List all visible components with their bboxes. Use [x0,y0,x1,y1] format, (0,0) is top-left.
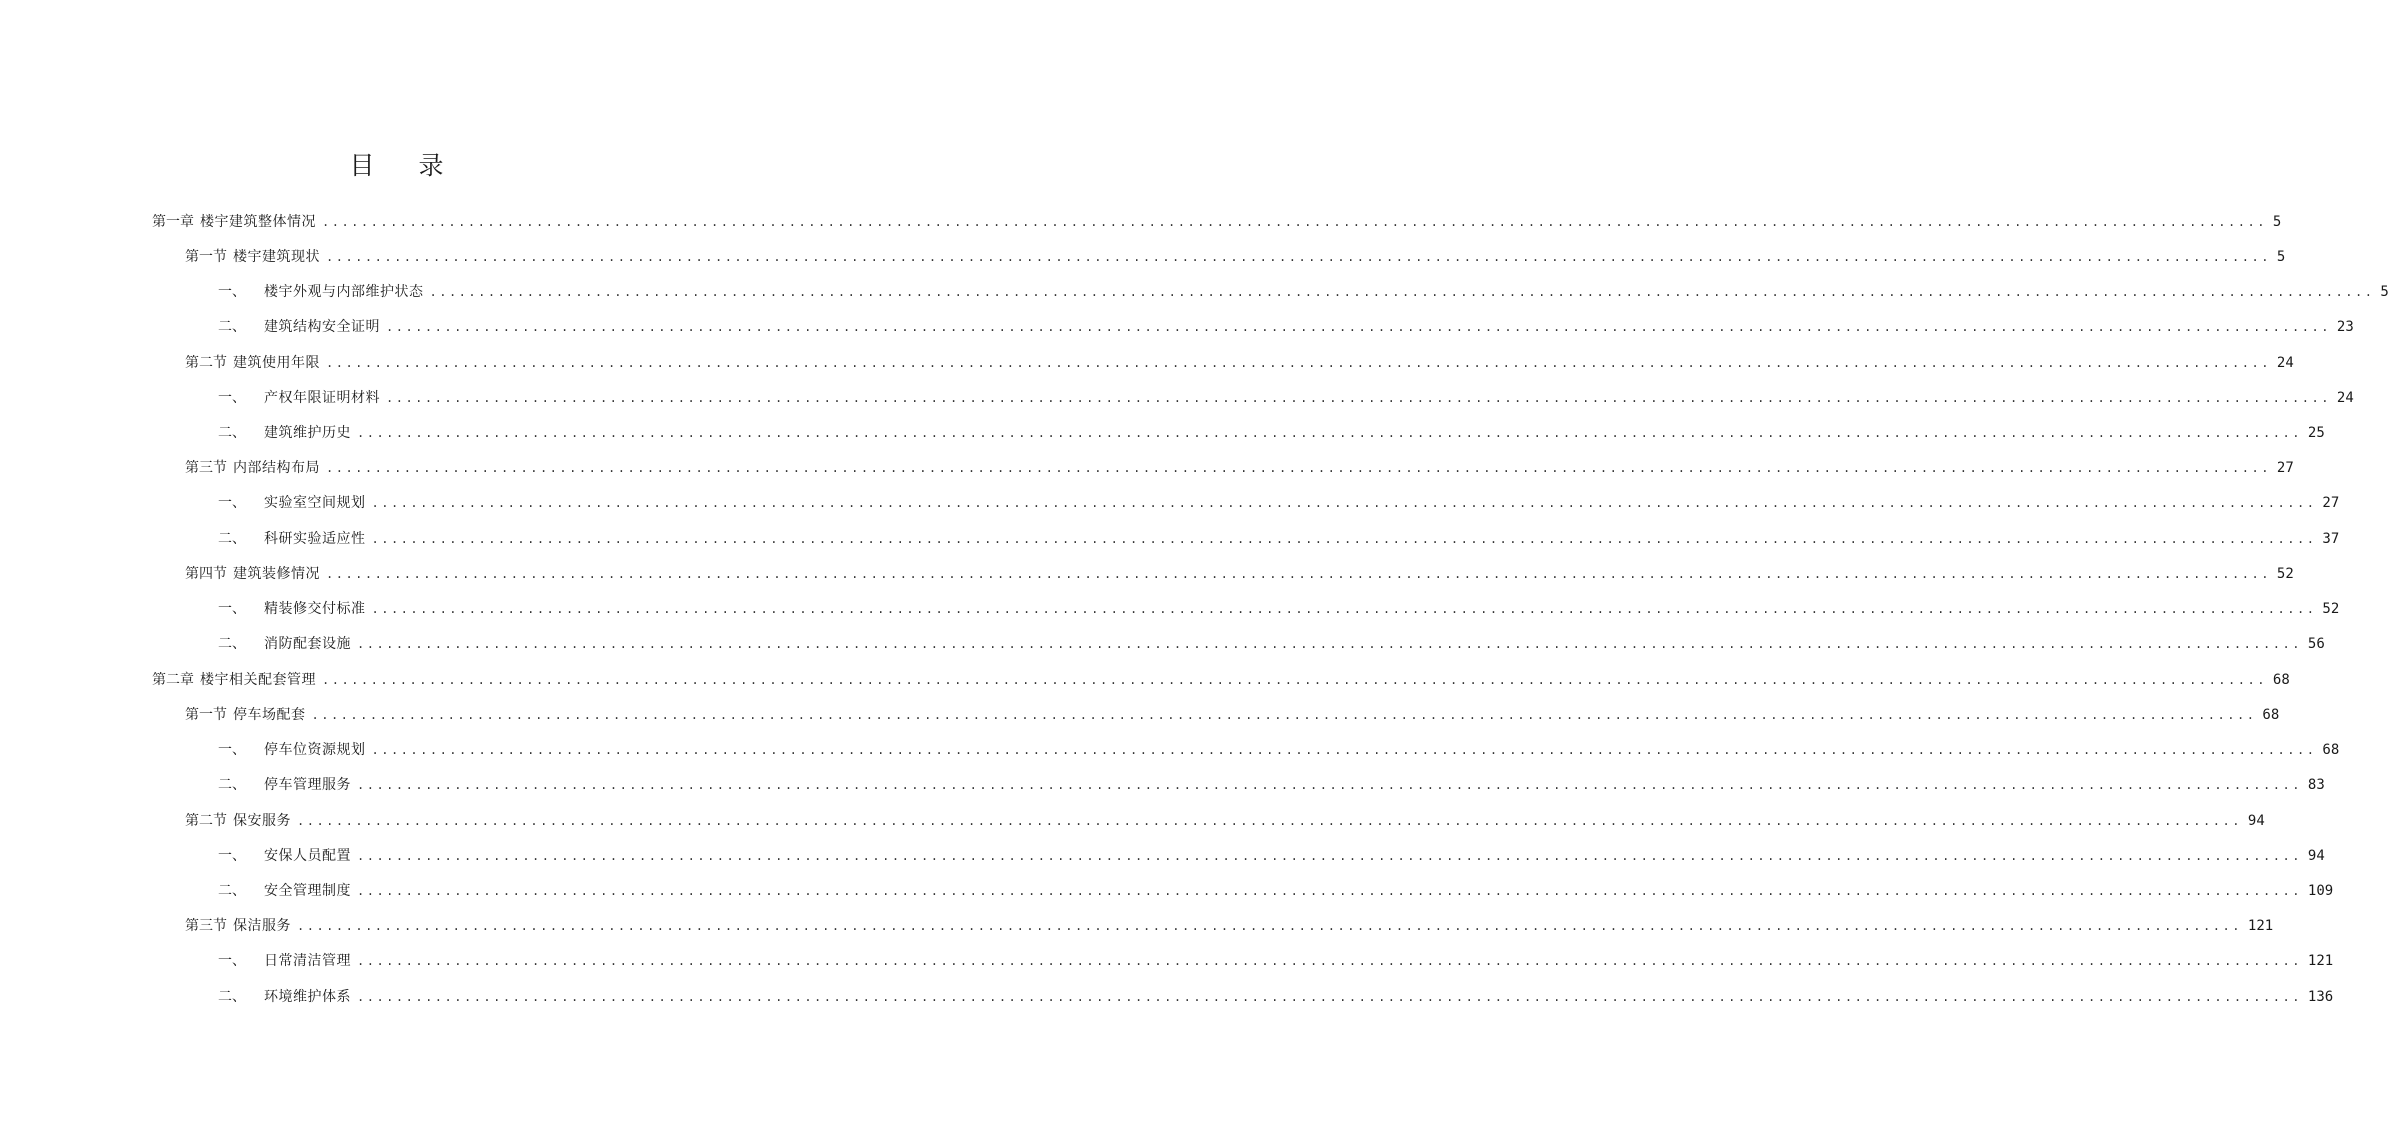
entry-number: 二、 [218,883,246,899]
toc-subsection-entry[interactable] [218,775,2325,795]
dot-leader: ........................................................................................................................................................................................................ [386,320,2331,334]
toc-section-entry[interactable] [185,564,2294,584]
dot-leader: ........................................................................................................................................................................................................ [311,708,2257,722]
entry-title: 日常清洁管理 [264,953,351,969]
entry-number: 二、 [218,319,246,335]
entry-number: 第二章 [152,672,194,688]
entry-number: 一、 [218,848,246,864]
entry-title: 停车管理服务 [264,777,351,793]
entry-page-number: 94 [2247,813,2265,829]
dot-leader: ........................................................................................................................................................................................................ [371,532,2317,546]
dot-leader: ........................................................................................................................................................................................................ [371,496,2317,510]
toc-subsection-entry[interactable] [218,388,2354,408]
entry-page-number: 121 [2247,918,2274,934]
entry-title: 保安服务 [233,813,291,829]
entry-page-number: 25 [2307,425,2325,441]
toc-section-entry[interactable] [185,811,2265,831]
dot-leader: ........................................................................................................................................................................................................ [357,637,2302,651]
entry-page-number: 68 [2322,742,2340,758]
entry-page-number: 5 [2380,284,2389,300]
entry-page-number: 23 [2336,319,2354,335]
entry-page-number: 52 [2276,566,2294,582]
toc-subsection-entry[interactable] [218,846,2325,866]
dot-leader: ........................................................................................................................................................................................................ [322,215,2267,229]
dot-leader: ........................................................................................................................................................................................................ [322,673,2267,687]
entry-page-number: 109 [2307,883,2334,899]
entry-title: 实验室空间规划 [264,495,366,511]
entry-title: 安保人员配置 [264,848,351,864]
toc-subsection-entry[interactable] [218,987,2334,1007]
entry-title: 建筑维护历史 [264,425,351,441]
entry-number: 第一节 [185,707,227,723]
entry-title: 楼宇相关配套管理 [200,672,316,688]
entry-title: 环境维护体系 [264,989,351,1005]
entry-title: 保洁服务 [233,918,291,934]
dot-leader: ........................................................................................................................................................................................................ [429,285,2375,299]
entry-number: 二、 [218,989,246,1005]
toc-subsection-entry[interactable] [218,634,2325,654]
entry-title: 产权年限证明材料 [264,390,380,406]
entry-title: 安全管理制度 [264,883,351,899]
entry-page-number: 52 [2322,601,2340,617]
entry-page-number: 83 [2307,777,2325,793]
toc-subsection-entry[interactable] [218,951,2334,971]
entry-page-number: 37 [2322,531,2340,547]
entry-title: 停车场配套 [233,707,306,723]
toc-chapter-entry[interactable] [152,670,2290,690]
entry-page-number: 94 [2307,848,2325,864]
entry-number: 一、 [218,742,246,758]
entry-title: 内部结构布局 [233,460,320,476]
toc-subsection-entry[interactable] [218,317,2354,337]
toc-subsection-entry[interactable] [218,599,2340,619]
entry-number: 二、 [218,777,246,793]
dot-leader: ........................................................................................................................................................................................................ [371,743,2317,757]
toc-subsection-entry[interactable] [218,423,2325,443]
entry-title: 楼宇建筑现状 [233,249,320,265]
entry-page-number: 56 [2307,636,2325,652]
dot-leader: ........................................................................................................................................................................................................ [357,849,2302,863]
toc-section-entry[interactable] [185,353,2294,373]
dot-leader: ........................................................................................................................................................................................................ [371,602,2317,616]
dot-leader: ........................................................................................................................................................................................................ [297,814,2242,828]
entry-page-number: 5 [2276,249,2286,265]
entry-number: 一、 [218,390,246,406]
toc-section-entry[interactable] [185,458,2294,478]
entry-title: 楼宇建筑整体情况 [200,214,316,230]
entry-page-number: 5 [2272,214,2282,230]
entry-number: 一、 [218,284,246,300]
toc-title: 目 录 [349,151,462,180]
toc-subsection-entry[interactable] [218,740,2340,760]
entry-page-number: 27 [2322,495,2340,511]
entry-number: 二、 [218,531,246,547]
entry-number: 第三节 [185,460,227,476]
entry-number: 第四节 [185,566,227,582]
entry-number: 一、 [218,495,246,511]
entry-number: 第二节 [185,813,227,829]
dot-leader: ........................................................................................................................................................................................................ [357,778,2302,792]
dot-leader: ........................................................................................................................................................................................................ [326,356,2271,370]
toc-chapter-entry[interactable] [152,212,2282,232]
toc-section-entry[interactable] [185,705,2280,725]
dot-leader: ........................................................................................................................................................................................................ [326,250,2271,264]
entry-page-number: 121 [2307,953,2334,969]
entry-title: 楼宇外观与内部维护状态 [264,284,424,300]
entry-page-number: 24 [2336,390,2354,406]
entry-number: 一、 [218,953,246,969]
toc-section-entry[interactable] [185,916,2274,936]
toc-section-entry[interactable] [185,247,2286,267]
entry-number: 二、 [218,636,246,652]
entry-page-number: 68 [2262,707,2280,723]
dot-leader: ........................................................................................................................................................................................................ [326,461,2271,475]
entry-page-number: 24 [2276,355,2294,371]
dot-leader: ........................................................................................................................................................................................................ [297,919,2242,933]
dot-leader: ........................................................................................................................................................................................................ [357,954,2302,968]
toc-subsection-entry[interactable] [218,881,2334,901]
entry-number: 第二节 [185,355,227,371]
dot-leader: ........................................................................................................................................................................................................ [357,990,2302,1004]
entry-page-number: 68 [2272,672,2290,688]
entry-page-number: 136 [2307,989,2334,1005]
dot-leader: ........................................................................................................................................................................................................ [357,426,2302,440]
entry-title: 精装修交付标准 [264,601,366,617]
entry-title: 建筑结构安全证明 [264,319,380,335]
toc-subsection-entry[interactable] [218,529,2340,549]
entry-title: 消防配套设施 [264,636,351,652]
entry-number: 一、 [218,601,246,617]
toc-subsection-entry[interactable] [218,282,2389,302]
entry-title: 科研实验适应性 [264,531,366,547]
dot-leader: ........................................................................................................................................................................................................ [386,391,2331,405]
entry-number: 二、 [218,425,246,441]
entry-number: 第一章 [152,214,194,230]
entry-title: 建筑装修情况 [233,566,320,582]
dot-leader: ........................................................................................................................................................................................................ [326,567,2271,581]
entry-title: 停车位资源规划 [264,742,366,758]
entry-page-number: 27 [2276,460,2294,476]
entry-number: 第三节 [185,918,227,934]
dot-leader: ........................................................................................................................................................................................................ [357,884,2302,898]
toc-subsection-entry[interactable] [218,493,2340,513]
entry-title: 建筑使用年限 [233,355,320,371]
entry-number: 第一节 [185,249,227,265]
